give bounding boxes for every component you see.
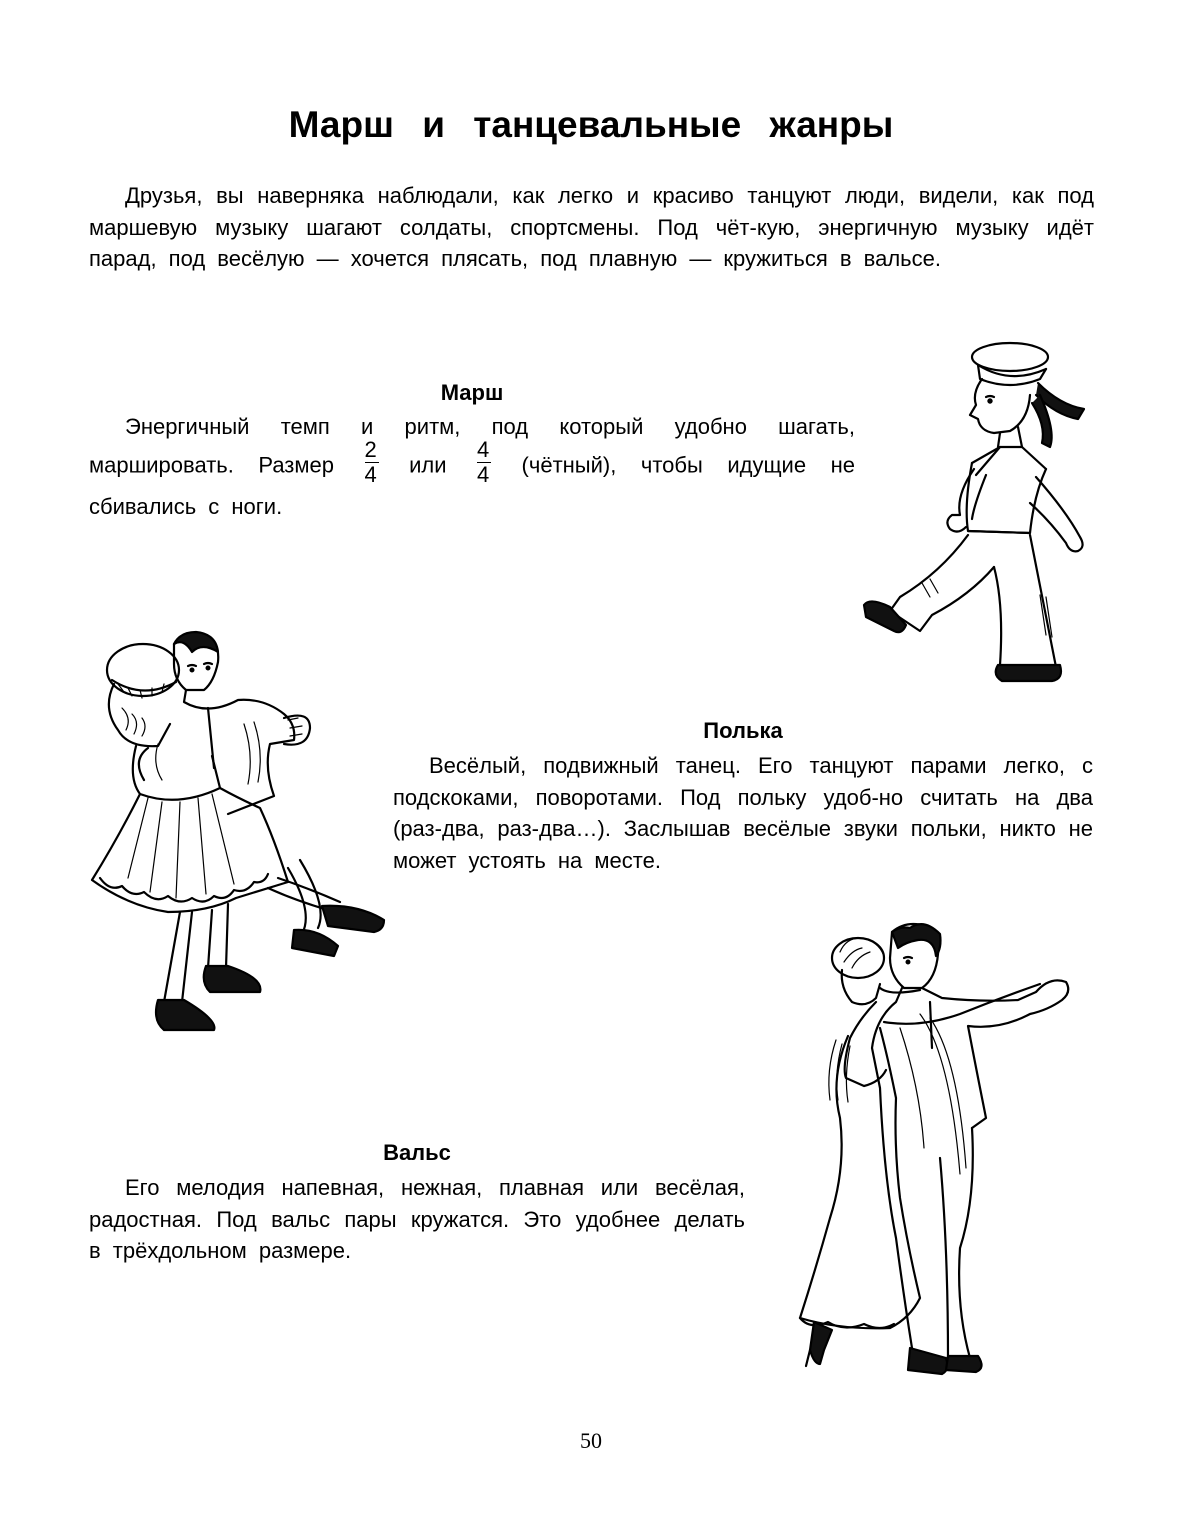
- marching-sailor-illustration: [860, 335, 1090, 685]
- march-paragraph: [89, 410, 855, 523]
- fraction1-numerator: 2: [364, 437, 377, 462]
- page-title: Марш и танцевальные жанры: [288, 104, 894, 145]
- polka-couple-illustration: [88, 628, 388, 1033]
- fraction2-numerator: 4: [477, 437, 490, 462]
- march-text-after: (чётный), чтобы идущие не сбивались с ноги.: [89, 452, 855, 519]
- time-signature-4-4: [477, 439, 491, 486]
- polka-heading: Полька: [703, 718, 783, 743]
- waltz-heading: Вальс: [383, 1140, 451, 1165]
- waltz-couple-illustration: [780, 918, 1080, 1388]
- march-text-or: или: [409, 452, 447, 478]
- polka-paragraph: Весёлый, подвижный танец. Его танцуют парами легко, с подскоками, поворотами. Под польку удоб-но считать на два (раз-два, раз-два…). Заслышав весёлые звуки польки, никто не может устоять на месте.: [393, 753, 1093, 873]
- time-signature-2-4: [365, 439, 379, 486]
- march-heading: Марш: [440, 380, 504, 405]
- intro-paragraph: Друзья, вы наверняка наблюдали, как легко и красиво танцуют люди, видели, как под маршевую музыку шагают солдаты, спортсмены. Под чёт-кую, энергичную музыку идёт парад, под весёлую — хочется плясать, под плавную — кружиться в вальсе.: [89, 183, 1094, 271]
- fraction2-denominator: 4: [477, 462, 490, 487]
- waltz-paragraph: Его мелодия напевная, нежная, плавная или весёлая, радостная. Под вальс пары кружатся. Это удобнее делать в трёхдольном размере.: [89, 1175, 745, 1263]
- fraction1-denominator: 4: [364, 462, 377, 487]
- page-number: 50: [580, 1428, 602, 1453]
- march-text-before: Энергичный темп и ритм, под который удобно шагать, маршировать. Размер: [89, 414, 855, 478]
